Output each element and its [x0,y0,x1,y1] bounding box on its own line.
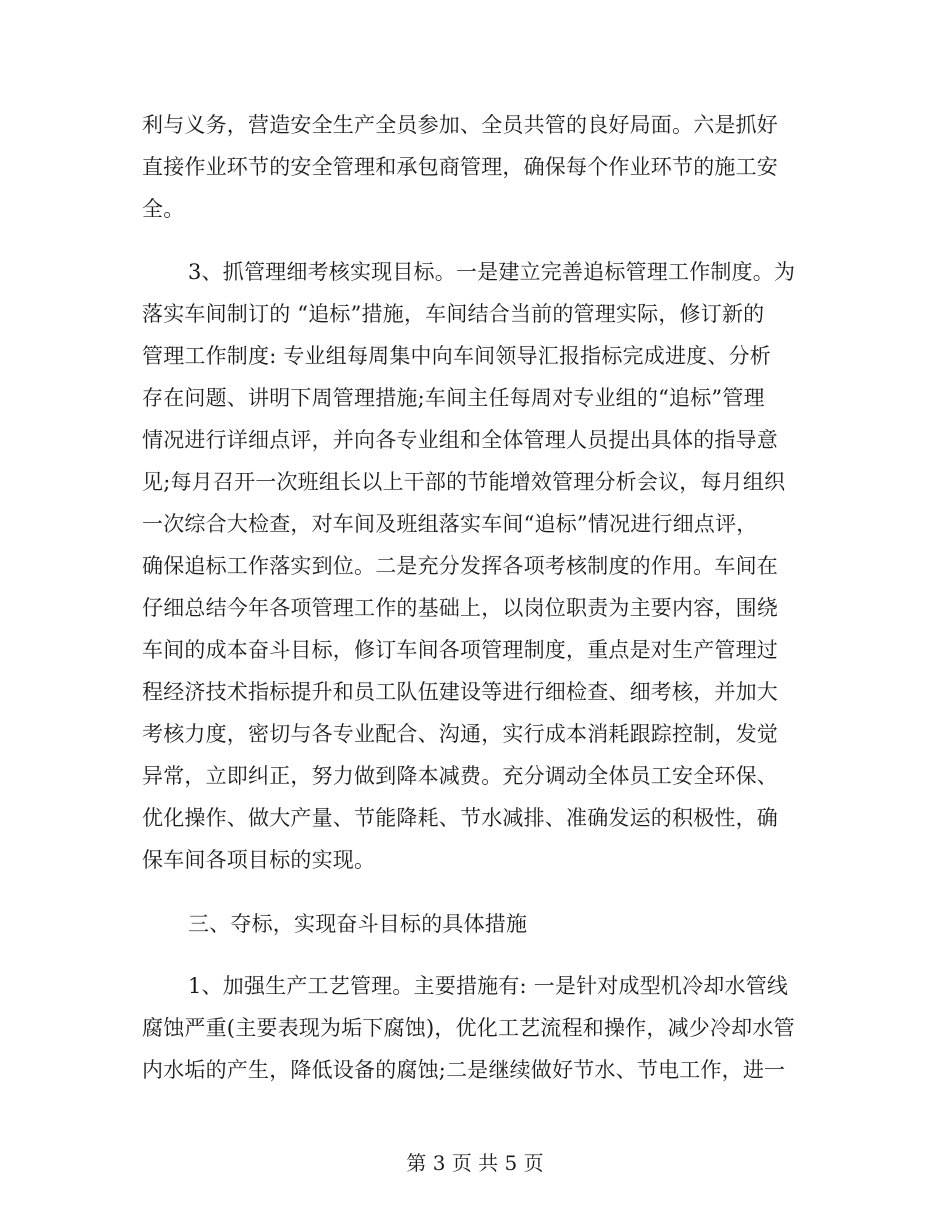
body-text-line: 情况进行详细点评，并向各专业组和全体管理人员提出具体的指导意 [142,428,778,452]
body-text-line: 存在问题、讲明下周管理措施;车间主任每周对专业组的“追标”管理 [142,386,765,410]
body-text-line: 落实车间制订的 “追标”措施，车间结合当前的管理实际，修订新的 [142,302,765,326]
body-text-line: 腐蚀严重(主要表现为垢下腐蚀)，优化工艺流程和操作，减少冷却水管 [142,1016,795,1040]
body-text-line: 一次综合大检查，对车间及班组落实车间“追标”情况进行细点评， [142,512,758,536]
page-number-footer: 第 3 页 共 5 页 [406,1151,544,1175]
section-heading: 三、夺标，实现奋斗目标的具体措施 [188,912,528,936]
body-text-line: 优化操作、做大产量、节能降耗、节水减排、准确发运的积极性，确 [142,806,778,830]
body-text-line: 考核力度，密切与各专业配合、沟通，实行成本消耗跟踪控制，发觉 [142,722,778,746]
body-text-line: 全。 [142,197,185,221]
body-text-line: 管理工作制度: 专业组每周集中向车间领导汇报指标完成进度、分析 [142,344,771,368]
body-text-line: 内水垢的产生，降低设备的腐蚀;二是继续做好节水、节电工作，进一 [142,1058,786,1082]
paragraph-first-line: 3、抓管理细考核实现目标。一是建立完善追标管理工作制度。为 [188,260,796,284]
body-text-line: 保车间各项目标的实现。 [142,848,376,872]
body-text-line: 见;每月召开一次班组长以上干部的节能增效管理分析会议，每月组织 [142,470,786,494]
body-text-line: 确保追标工作落实到位。二是充分发挥各项考核制度的作用。车间在 [142,554,778,578]
paragraph-first-line: 1、加强生产工艺管理。主要措施有: 一是针对成型机冷却水管线 [188,974,789,998]
body-text-line: 车间的成本奋斗目标，修订车间各项管理制度，重点是对生产管理过 [142,638,778,662]
body-text-line: 仔细总结今年各项管理工作的基础上，以岗位职责为主要内容，围绕 [142,596,778,620]
body-text-line: 直接作业环节的安全管理和承包商管理，确保每个作业环节的施工安 [142,155,778,179]
body-text-line: 利与义务，营造安全生产全员参加、全员共管的良好局面。六是抓好 [142,113,778,137]
body-text-line: 程经济技术指标提升和员工队伍建设等进行细检查、细考核，并加大 [142,680,778,704]
body-text-line: 异常，立即纠正，努力做到降本减费。充分调动全体员工安全环保、 [142,764,778,788]
